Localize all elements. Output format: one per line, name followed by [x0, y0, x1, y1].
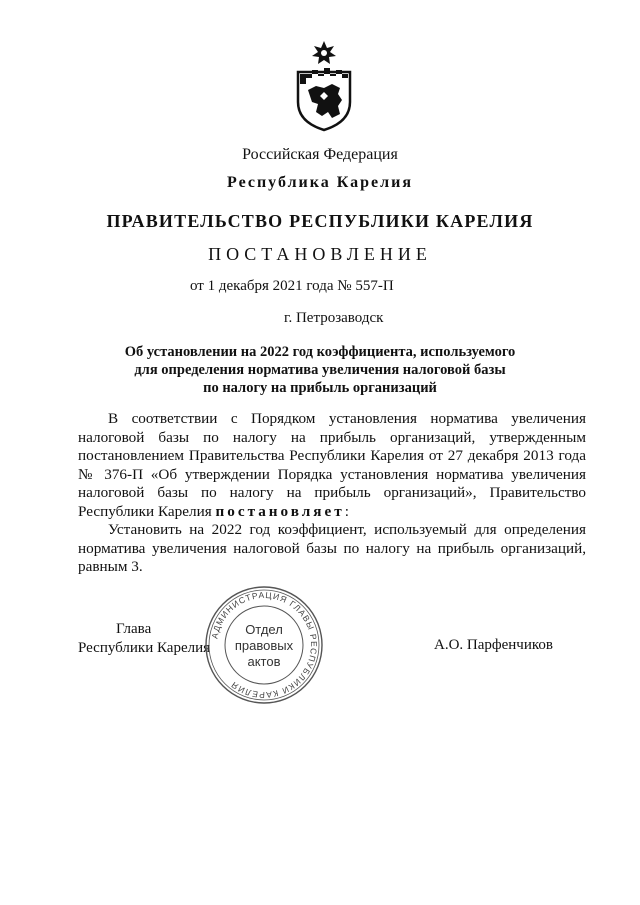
document-type: ПОСТАНОВЛЕНИЕ — [208, 244, 432, 264]
official-stamp — [203, 584, 325, 706]
subject-line-3: по налогу на прибыль организаций — [203, 380, 437, 396]
government-title: ПРАВИТЕЛЬСТВО РЕСПУБЛИКИ КАРЕЛИЯ — [106, 211, 534, 231]
coat-of-arms-emblem — [294, 40, 354, 132]
document-subject — [0, 343, 640, 397]
stamp-ring-text: АДМИНИСТРАЦИЯ ГЛАВЫ РЕСПУБЛИКИ КАРЕЛИЯ — [209, 589, 320, 701]
stamp-line-1: Отдел — [245, 622, 283, 637]
subject-line-1: Об установлении на 2022 год коэффициента, используемого — [124, 344, 516, 360]
signatory-name: А.О. Парфенчиков — [434, 637, 553, 653]
signatory-title-line-1: Глава — [116, 621, 152, 637]
stamp-line-3: актов — [247, 654, 281, 669]
paragraph-1-text: В соответствии с Порядком установления норматива увеличения налоговой базы по налогу на прибыль организаций, утвержденным постановлением Правительства Республики Карелия от 27 декабря 2013 года № 376-П «Об утверждении Порядка установления норматива увеличения налоговой базы по налогу на прибыль организаций», Правительство Республики Карелия — [78, 410, 586, 520]
republic-name: Республика Карелия — [227, 174, 413, 191]
signatory-title-line-2: Республики Карелия — [78, 640, 211, 656]
body-paragraph-2: Установить на 2022 год коэффициент, используемый для определения норматива увеличения налоговой базы по налогу на прибыль организаций, равным 3. — [78, 521, 586, 575]
country-name: Российская Федерация — [242, 146, 398, 163]
document-dateline: от 1 декабря 2021 года № 557-П — [190, 278, 394, 294]
action-word: постановляет — [215, 502, 345, 520]
paragraph-1-colon: : — [344, 502, 349, 520]
subject-line-2: для определения норматива увеличения налоговой базы — [134, 362, 506, 378]
document-city: г. Петрозаводск — [284, 310, 384, 326]
signatory-title — [78, 620, 210, 658]
body-paragraph-1 — [78, 410, 586, 521]
stamp-line-2: правовых — [234, 638, 294, 653]
